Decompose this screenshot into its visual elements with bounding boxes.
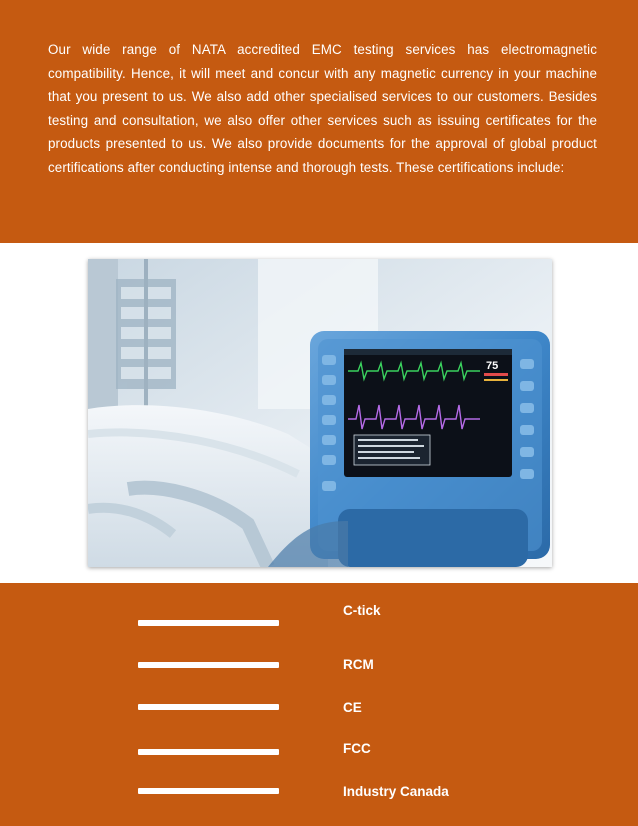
certifications-band (0, 583, 638, 826)
certification-item: C-tick (343, 603, 381, 618)
decorative-bar (138, 704, 279, 710)
decorative-bar (138, 620, 279, 626)
intro-paragraph: Our wide range of NATA accredited EMC testing services has electromagnetic compatibility. Hence, it will meet and concur with any magnetic currency in your machine that you present to us. We also add other specialised services to our customers. Besides testing and consultation, we also offer other services such as issuing certificates for the products presented to us. We also provide documents for the approval of global product certifications after conducting intense and thorough tests. These certifications include: (48, 42, 597, 175)
intro-band (0, 0, 638, 243)
certification-item: Industry Canada (343, 784, 449, 799)
monitor-reading: 75 (486, 360, 499, 372)
medical-monitor-photo (88, 259, 552, 567)
decorative-bar (138, 749, 279, 755)
decorative-bar (138, 662, 279, 668)
decorative-bar (138, 788, 279, 794)
hospital-monitor-illustration (88, 259, 552, 567)
certification-item: CE (343, 700, 362, 715)
certification-item: FCC (343, 741, 371, 756)
certification-item: RCM (343, 657, 374, 672)
